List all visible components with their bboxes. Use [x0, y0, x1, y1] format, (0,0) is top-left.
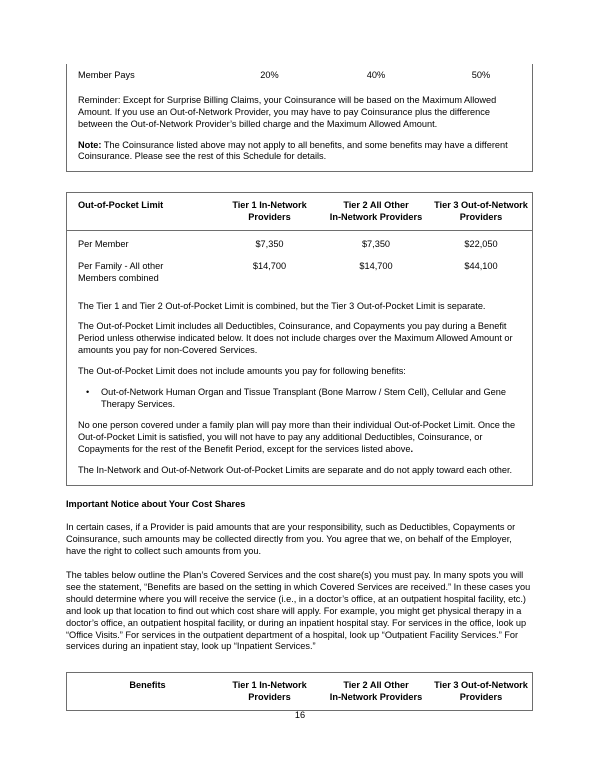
page-number: 16 — [294, 710, 306, 720]
table-row — [67, 231, 532, 253]
member-pays-tier2-value: 40% — [366, 70, 386, 80]
note-label: Note: — [78, 139, 102, 150]
benefits-header-col3-line1: Tier 3 Out-of-Network — [434, 680, 528, 690]
oop-family-limit-text: No one person covered under a family plan will pay more than their individual Out-of-Pocket Limit. Once the Out-of-Pocket Limit is satisfied, you will not have to pay any additional Deductibles, Coinsurance, or Copayments for the rest of the Benefit Period, except for the services listed above — [78, 419, 516, 454]
benefits-header-col3 — [430, 680, 532, 703]
oop-table-header-row — [67, 193, 532, 230]
member-pays-tier3-value: 50% — [471, 70, 491, 80]
cost-shares-paragraph-2: The tables below outline the Plan’s Covered Services and the cost share(s) you must pay. In many spots you will see the statement, “Benefits are based on the setting in which Covered Services are received.” In these cases you should determine where you will receive the service (i.e., in a doctor’s office, at an outpatient hospital facility, etc.) and look up that location to find out which cost share will apply. For example, you might get physical therapy in a doctor’s office, an outpatient hospital facility, or during an inpatient hospital stay. For services in the office, look up “Office Visits.” For services in the outpatient department of a hospital, look up “Outpatient Facility Services.” For services during an inpatient stay, look up “Inpatient Services.” — [66, 570, 531, 652]
benefits-table-box — [66, 672, 533, 711]
oop-header-col3-line2: Providers — [459, 211, 503, 222]
oop-header-col0: Out-of-Pocket Limit — [78, 200, 164, 210]
member-pays-label: Member Pays — [78, 70, 135, 80]
oop-header-col1-line2: Providers — [248, 211, 291, 222]
bullet-icon: • — [86, 387, 90, 398]
oop-row1-label-line2: Members combined — [78, 272, 159, 283]
oop-header-col1 — [217, 200, 322, 223]
out-of-pocket-limit-box — [66, 192, 533, 486]
note-text: The Coinsurance listed above may not apply to all benefits, and some benefits may have a different Coinsurance. Please see the rest of this Schedule for details. — [78, 139, 508, 162]
benefits-table-header-row — [67, 673, 532, 710]
reminder-paragraph: Reminder: Except for Surprise Billing Claims, your Coinsurance will be based on the Maximum Allowed Amount. If you use an Out-of-Network Provider, you may have to pay Coinsurance plus the difference between the Out-of-Network Provider’s billed charge and the Maximum Allowed Amount. — [78, 94, 497, 129]
benefits-header-col2-line2: In-Network Providers — [329, 691, 423, 702]
note-paragraph — [67, 131, 532, 172]
oop-family-limit-bold-end: . — [410, 443, 414, 454]
oop-combined-paragraph: The Tier 1 and Tier 2 Out-of-Pocket Limit is combined, but the Tier 3 Out-of-Pocket Limit is separate. — [78, 300, 486, 311]
oop-row1-tier2-value: $14,700 — [359, 260, 393, 271]
oop-row0-tier2-value: $7,350 — [361, 239, 391, 250]
oop-bullet-1-text: Out-of-Network Human Organ and Tissue Transplant (Bone Marrow / Stem Cell), Cellular and Gene Therapy Services. — [101, 387, 506, 410]
oop-header-col2-line2: In-Network Providers — [329, 211, 423, 222]
benefits-header-col2-line1: Tier 2 All Other — [343, 680, 409, 690]
oop-row0-tier1-value: $7,350 — [255, 239, 284, 250]
benefits-header-col0: Benefits — [129, 680, 166, 690]
benefits-header-col3-line2: Providers — [459, 691, 503, 702]
benefits-header-col2 — [322, 680, 430, 703]
oop-header-col2-line1: Tier 2 All Other — [343, 200, 409, 210]
list-item — [67, 378, 532, 411]
oop-header-col2 — [322, 200, 430, 223]
oop-separate-limits-paragraph: The In-Network and Out-of-Network Out-of-Pocket Limits are separate and do not apply toward each other. — [78, 464, 513, 475]
oop-row1-label — [67, 261, 217, 285]
oop-header-col3 — [430, 200, 532, 223]
benefits-header-col1-line2: Providers — [248, 691, 291, 702]
member-pays-tier1-value: 20% — [260, 70, 279, 80]
cost-shares-paragraph-1: In certain cases, if a Provider is paid amounts that are your responsibility, such as Deductibles, Copayments or Coinsurance, such amounts may be collected directly from you. You agree that we, on behalf of the Employer, have the right to collect such amounts from you. — [66, 522, 516, 556]
oop-row0-tier3-value: $22,050 — [464, 239, 498, 250]
oop-row1-tier3-value: $44,100 — [464, 260, 498, 271]
oop-header-col1-line1: Tier 1 In-Network — [232, 200, 307, 210]
oop-row1-label-line1: Per Family - All other — [78, 260, 164, 271]
table-row — [67, 253, 532, 287]
oop-family-limit-paragraph — [67, 411, 532, 456]
oop-excludes-lead-paragraph: The Out-of-Pocket Limit does not include amounts you pay for following benefits: — [78, 366, 406, 377]
oop-includes-paragraph: The Out-of-Pocket Limit includes all Deductibles, Coinsurance, and Copayments you pay during a Benefit Period unless otherwise indicated below. It does not include charges over the Maximum Allowed Amount or amounts you pay for non-Covered Services. — [78, 321, 513, 356]
table-row — [67, 64, 532, 86]
page-title: Important Notice about Your Cost Shares — [66, 499, 246, 509]
benefits-header-col1 — [217, 680, 322, 703]
oop-row1-tier1-value: $14,700 — [252, 260, 287, 271]
oop-row0-label: Per Member — [78, 239, 129, 250]
oop-header-col3-line1: Tier 3 Out-of-Network — [434, 200, 528, 210]
coinsurance-table-box — [66, 64, 533, 172]
benefits-header-col1-line1: Tier 1 In-Network — [232, 680, 307, 690]
